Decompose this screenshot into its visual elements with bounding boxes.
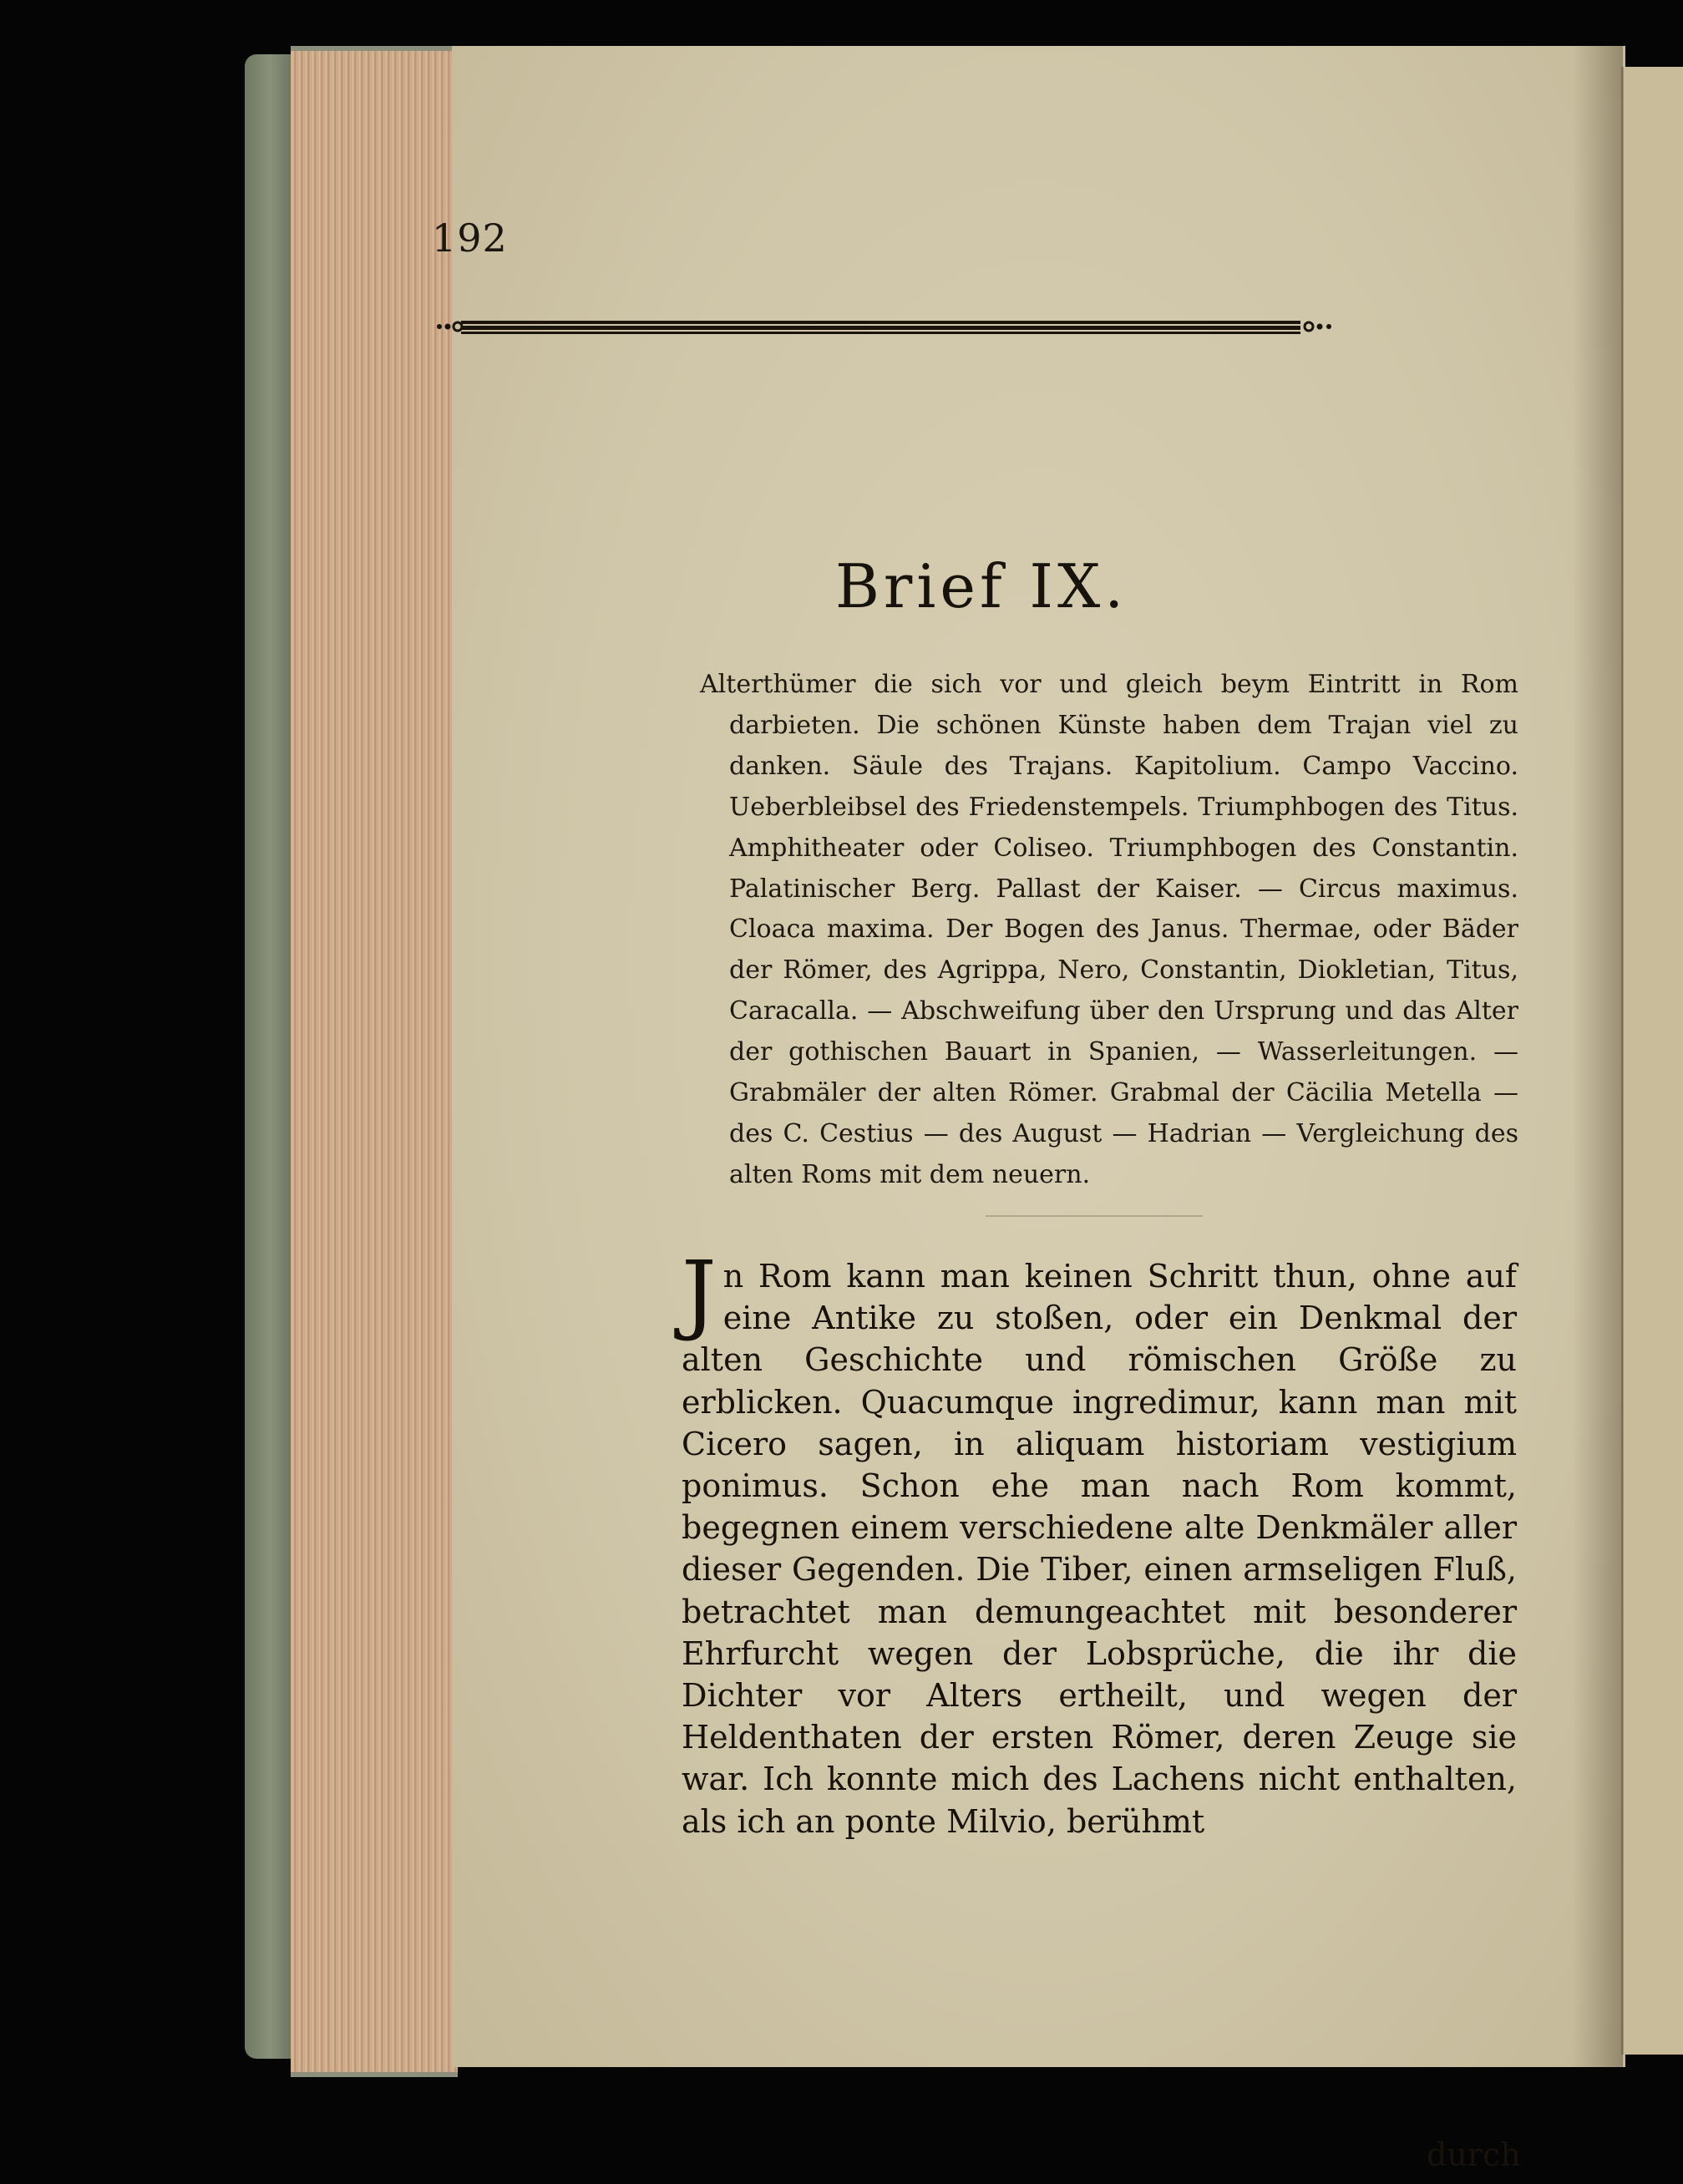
- gutter-shadow: [1573, 46, 1623, 2067]
- book-spine: [245, 54, 295, 2059]
- chapter-summary: Alterthümer die sich vor und gleich beym Eintritt in Rom darbieten. Die schönen Künste haben dem Trajan viel zu danken. Säule des Trajans. Kapitolium. Campo Vaccino. Ueberbleibsel des Friedenstempels. Triumphbogen des Titus. Amphitheater oder Coliseo. Triumphbogen des Constantin. Palatinischer Berg. Pallast der Kaiser. — Circus maximus. Cloaca maxima. Der Bogen des Janus. Thermae, oder Bäder der Römer, des Agrippa, Nero, Constantin, Diokletian, Titus, Caracalla. — Abschweifung über den Ursprung und das Alter der gothischen Bauart in Spanien, — Wasserleitungen. — Grabmäler der alten Römer. Grabmal der Cäcilia Metella — des C. Cestius — des August — Hadrian — Vergleichung des alten Roms mit dem neuern.: [700, 670, 1518, 1189]
- ornamental-rule: [436, 316, 1334, 337]
- facing-page-edge: [1621, 67, 1683, 2055]
- page-number: 192: [432, 215, 508, 261]
- body-text: n Rom kann man keinen Schritt thun, ohne auf eine Antike zu stoßen, oder ein Denkmal der alten Geschichte und römischen Größe zu erblicken. Quacumque ingredimur, kann man mit Cicero sagen, in aliquam historiam vestigium ponimus. Schon ehe man nach Rom kommt, begegnen einem verschiedene alte Denkmäler aller dieser Gegenden. Die Tiber, einen armseligen Fluß, betrachtet man demungeachtet mit besonderer Ehrfurcht wegen der Lobsprüche, die ihr die Dichter vor Alters ertheilt, und wegen der Heldenthaten der ersten Römer, deren Zeuge sie war. Ich konnte mich des Lachens nicht enthalten, als ich an ponte Milvio, berühmt: [682, 1258, 1517, 1840]
- chapter-title: Brief IX.: [835, 551, 1128, 621]
- catchword: durch: [1427, 2136, 1521, 2173]
- drop-cap: J: [682, 1242, 717, 1344]
- body-paragraph: [682, 1242, 1517, 1842]
- page-edges: [291, 46, 458, 2077]
- section-divider: [986, 1215, 1203, 1217]
